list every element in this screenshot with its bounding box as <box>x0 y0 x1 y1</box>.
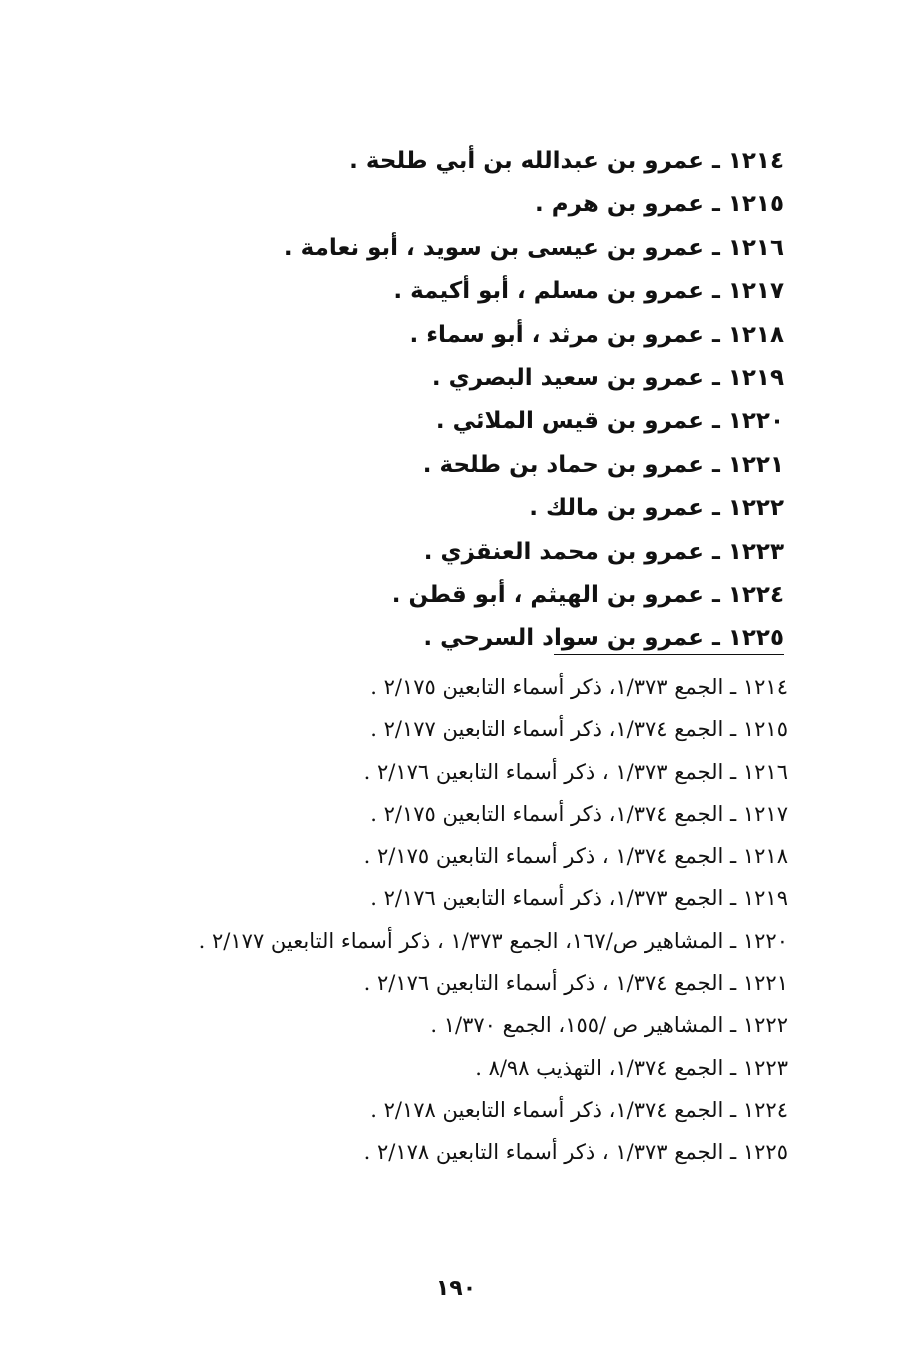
entry-1222: ١٢٢٢ ـ عمرو بن مالك . <box>529 495 784 522</box>
entry-1217: ١٢١٧ ـ عمرو بن مسلم ، أبو أكيمة . <box>393 278 784 305</box>
entry-1215: ١٢١٥ ـ عمرو بن هرم . <box>535 191 784 218</box>
footnote-1225: ١٢٢٥ ـ الجمع ١/٣٧٣ ، ذكر أسماء التابعين ٢/١٧٨ . <box>363 1140 788 1165</box>
entry-1220: ١٢٢٠ ـ عمرو بن قيس الملائي . <box>435 408 784 435</box>
footnote-1220: ١٢٢٠ ـ المشاهير ص/١٦٧، الجمع ١/٣٧٣ ، ذكر أسماء التابعين ٢/١٧٧ . <box>198 928 788 953</box>
entry-1218: ١٢١٨ ـ عمرو بن مرثد ، أبو سماء . <box>409 321 784 348</box>
entry-1225: ١٢٢٥ ـ عمرو بن سواد السرحي . <box>423 625 784 652</box>
footnote-1217: ١٢١٧ ـ الجمع ١/٣٧٤، ذكر أسماء التابعين ٢/١٧٥ . <box>370 801 788 826</box>
entry-1214: ١٢١٤ ـ عمرو بن عبدالله بن أبي طلحة . <box>349 148 784 174</box>
footnote-1219: ١٢١٩ ـ الجمع ١/٣٧٣، ذكر أسماء التابعين ٢/١٧٦ . <box>370 886 788 911</box>
footnote-divider <box>554 654 784 655</box>
entry-1223: ١٢٢٣ ـ عمرو بن محمد العنقزي . <box>423 538 784 565</box>
footnote-1223: ١٢٢٣ ـ الجمع ١/٣٧٤، التهذيب ٨/٩٨ . <box>475 1055 788 1080</box>
footnote-list <box>98 666 788 1174</box>
entry-1224: ١٢٢٤ ـ عمرو بن الهيثم ، أبو قطن . <box>391 581 784 608</box>
entry-1219: ١٢١٩ ـ عمرو بن سعيد البصري . <box>431 364 784 391</box>
footnote-1215: ١٢١٥ ـ الجمع ١/٣٧٤، ذكر أسماء التابعين ٢/١٧٧ . <box>370 717 788 742</box>
footnote-1218: ١٢١٨ ـ الجمع ١/٣٧٤ ، ذكر أسماء التابعين ٢/١٧٥ . <box>363 844 788 869</box>
page-number: ١٩٠ <box>435 1276 477 1301</box>
footnote-1214: ١٢١٤ ـ الجمع ١/٣٧٣، ذكر أسماء التابعين ٢/١٧٥ . <box>370 675 788 699</box>
entry-1221: ١٢٢١ ـ عمرو بن حماد بن طلحة . <box>422 451 784 478</box>
entry-1216: ١٢١٦ ـ عمرو بن عيسى بن سويد ، أبو نعامة . <box>283 234 784 261</box>
entry-list <box>224 140 784 661</box>
footnote-1224: ١٢٢٤ ـ الجمع ١/٣٧٤، ذكر أسماء التابعين ٢/١٧٨ . <box>370 1097 788 1122</box>
footnote-1216: ١٢١٦ ـ الجمع ١/٣٧٣ ، ذكر أسماء التابعين ٢/١٧٦ . <box>363 759 788 784</box>
footnote-1221: ١٢٢١ ـ الجمع ١/٣٧٤ ، ذكر أسماء التابعين ٢/١٧٦ . <box>363 971 788 996</box>
footnote-1222: ١٢٢٢ ـ المشاهير ص /١٥٥، الجمع ١/٣٧٠ . <box>430 1013 788 1038</box>
